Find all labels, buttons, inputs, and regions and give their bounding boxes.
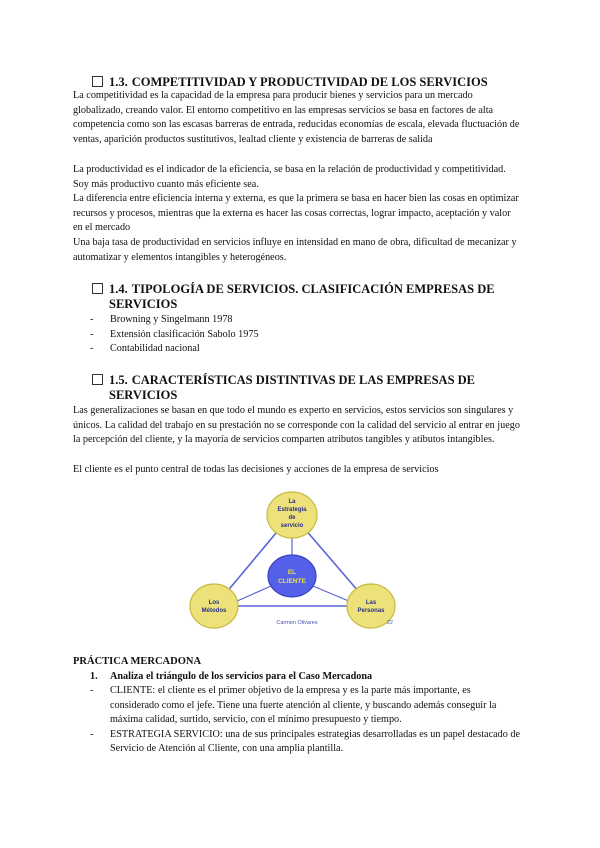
paragraph-productividad: La productividad es el indicador de la eficiencia, se basa en la relación de productividad y competitividad. Soy más productivo cuanto más eficiente sea.: [73, 164, 506, 190]
svg-text:La: La: [288, 499, 296, 505]
svg-text:CLIENTE: CLIENTE: [278, 578, 306, 585]
svg-text:Personas: Personas: [357, 608, 385, 614]
diagram-page-ref: 22: [386, 620, 393, 626]
paragraph-eficiencia: La diferencia entre eficiencia interna y externa, es que la primera se basa en hacer bien las cosas en optimizar recursos y procesos, mientras que la externa es hacer las cosas correctas, lograr impacto, aceptación y valor en el mercado: [73, 193, 519, 234]
service-triangle-diagram: [185, 488, 400, 633]
section-title-line2: SERVICIOS: [109, 388, 178, 402]
svg-text:de: de: [288, 515, 296, 521]
section-heading-1-5: [92, 373, 512, 403]
section-number: 1.5.: [109, 373, 128, 387]
paragraph-baja-tasa: Una baja tasa de productividad en servicios influye en intensidad en mano de obra, dificultad de mecanizar y automatizar y elementos intangibles y heterogéneos.: [73, 237, 517, 263]
section-title-line1: TIPOLOGÍA DE SERVICIOS. CLASIFICACIÓN EMPRESAS DE: [131, 282, 495, 296]
section-number: 1.4.: [109, 282, 128, 296]
node-estrategia: [267, 492, 317, 538]
diagram-credit: Carmen Olivares: [276, 620, 318, 626]
svg-text:servicio: servicio: [280, 523, 304, 529]
practice-bullet-list: [90, 684, 520, 757]
checkbox-icon: [92, 76, 103, 87]
section-title-line2: SERVICIOS: [109, 297, 178, 311]
list-item: - Contabilidad nacional: [90, 342, 510, 357]
paragraph-cliente-central: El cliente es el punto central de todas las decisiones y acciones de la empresa de servicios: [73, 464, 439, 475]
practice-title: PRÁCTICA MERCADONA: [73, 656, 202, 667]
list-item: - CLIENTE: el cliente es el primer objetivo de la empresa y es la parte más importante, es considerado como el jefe. Tiene una fuerte atención al cliente, y buscando además conseguir la máxima calidad, surtido, servicio, con el mínimo presupuesto y tiempo.: [90, 684, 520, 728]
classification-list: [90, 313, 510, 357]
list-item: - Extensión clasificación Sabolo 1975: [90, 328, 510, 343]
paragraph-generalizaciones: Las generalizaciones se basan en que todo el mundo es experto en servicios, estos servicios son singulares y únicos. La calidad del trabajo en su prestación no se corresponde con la calidad del servicio al entrar en juego la percepción del cliente, y la mayoría de servicios comparten atributos tangibles y atibutos intangibles.: [73, 405, 520, 446]
list-item: - Browning y Singelmann 1978: [90, 313, 510, 328]
checkbox-icon: [92, 374, 103, 385]
section-heading-1-4: [92, 282, 512, 312]
practice-numbered-item: [90, 670, 520, 685]
list-item: - ESTRATEGIA SERVICIO: una de sus principales estrategias desarrolladas es un papel destacado de Servicio de Atención al Cliente, con una amplia plantilla.: [90, 728, 520, 757]
section-title: COMPETITIVIDAD Y PRODUCTIVIDAD DE LOS SERVICIOS: [131, 75, 488, 89]
svg-text:Estrategia: Estrategia: [277, 507, 307, 513]
section-heading-1-3: [92, 75, 512, 90]
node-metodos: [190, 584, 238, 628]
svg-text:Las: Las: [365, 600, 377, 606]
svg-text:EL: EL: [287, 569, 297, 576]
item-text: Analiza el triángulo de los servicios para el Caso Mercadona: [110, 671, 373, 682]
svg-text:Los: Los: [208, 600, 220, 606]
item-number: 1.: [90, 671, 98, 682]
node-cliente: [268, 555, 316, 597]
section-title-line1: CARACTERÍSTICAS DISTINTIVAS DE LAS EMPRESAS DE: [131, 373, 476, 387]
paragraph-competitividad: La competitividad es la capacidad de la empresa para producir bienes y servicios para un mercado globalizado, creando valor. El entorno competitivo en las empresas servicios se basa en factores de alta competencia como son las escasas barreras de entrada, reducidas economías de escala, elevada fluctuación de ventas, aparición productos sustitutivos, lealtad cliente y existencia de barreras de salida: [73, 90, 520, 145]
checkbox-icon: [92, 283, 103, 294]
section-number: 1.3.: [109, 75, 128, 89]
svg-text:Métodos: Métodos: [201, 608, 227, 614]
